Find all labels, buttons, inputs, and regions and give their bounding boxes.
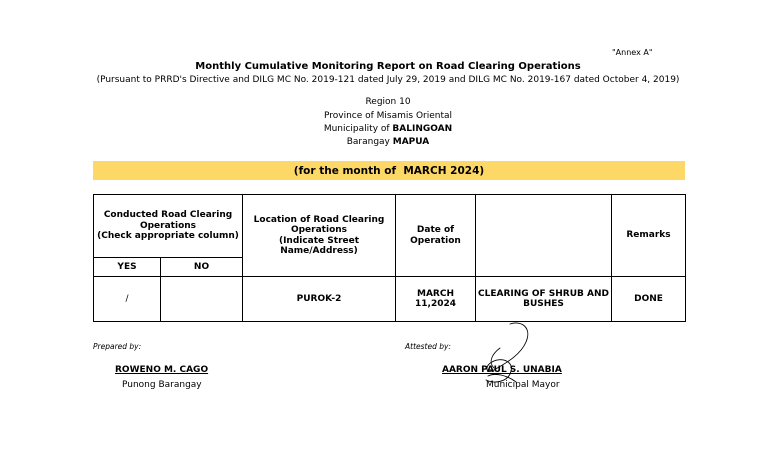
header-date-line-1: Date of <box>416 225 455 235</box>
header-location-line-1: Location of Road Clearing <box>253 214 385 225</box>
prepared-by-position: Punong Barangay <box>122 380 202 390</box>
prepared-by-name: ROWENO M. CAGO <box>115 365 209 375</box>
cell-yes: / <box>94 277 161 322</box>
header-row <box>94 195 686 258</box>
operations-table <box>93 194 686 322</box>
municipality-name: BALINGOAN <box>392 124 453 134</box>
annex-label: "Annex A" <box>612 48 653 57</box>
table-row <box>94 277 686 322</box>
header-location-line-2: Operations <box>290 225 348 235</box>
month-banner <box>93 161 685 180</box>
header-conducted-line-2: Operations <box>139 220 197 231</box>
header-conducted <box>94 195 243 258</box>
header-location-line-4: Name/Address) <box>280 246 358 256</box>
cell-activity-line-2: BUSHES <box>523 299 564 309</box>
cell-activity <box>476 277 612 322</box>
region-line: Region 10 <box>365 97 411 107</box>
header-conducted-line-3: (Check appropriate column) <box>97 231 239 242</box>
header-no: NO <box>161 258 243 277</box>
province-line: Province of Misamis Oriental <box>323 111 453 121</box>
attested-by-position: Municipal Mayor <box>486 380 560 390</box>
report-subtitle: (Pursuant to PRRD's Directive and DILG MC No. 2019-121 dated July 29, 2019 and DILG MC No. 2019-167 dated October 4, 2019) <box>96 75 680 85</box>
header-yes: YES <box>94 258 161 277</box>
cell-activity-line-1: CLEARING OF SHRUB AND <box>478 288 609 299</box>
cell-date-line-1: MARCH <box>417 288 454 299</box>
barangay-prefix: Barangay <box>346 137 393 147</box>
header-date <box>396 195 476 277</box>
cell-date-line-2: 11,2024 <box>415 299 456 309</box>
municipality-prefix: Municipality of <box>323 124 393 134</box>
municipality-line <box>0 124 768 134</box>
attested-by-label: Attested by: <box>405 342 451 351</box>
header-location-line-3: (Indicate Street <box>278 235 360 246</box>
barangay-line <box>0 137 768 147</box>
report-title: Monthly Cumulative Monitoring Report on Road Clearing Operations <box>195 61 581 72</box>
prepared-by-label: Prepared by: <box>93 342 142 351</box>
barangay-name: MAPUA <box>392 137 430 147</box>
cell-no <box>161 277 243 322</box>
header-location <box>243 195 396 277</box>
header-activity <box>476 195 612 277</box>
header-date-line-2: Operation <box>410 235 461 246</box>
cell-date <box>396 277 476 322</box>
header-conducted-line-1: Conducted Road Clearing <box>103 210 233 221</box>
month-banner-text: (for the month of MARCH 2024) <box>293 164 485 177</box>
header-remarks: Remarks <box>612 195 686 277</box>
attested-by-name: AARON PAUL S. UNABIA <box>442 365 562 375</box>
cell-location: PUROK-2 <box>243 277 396 322</box>
cell-remarks: DONE <box>612 277 686 322</box>
